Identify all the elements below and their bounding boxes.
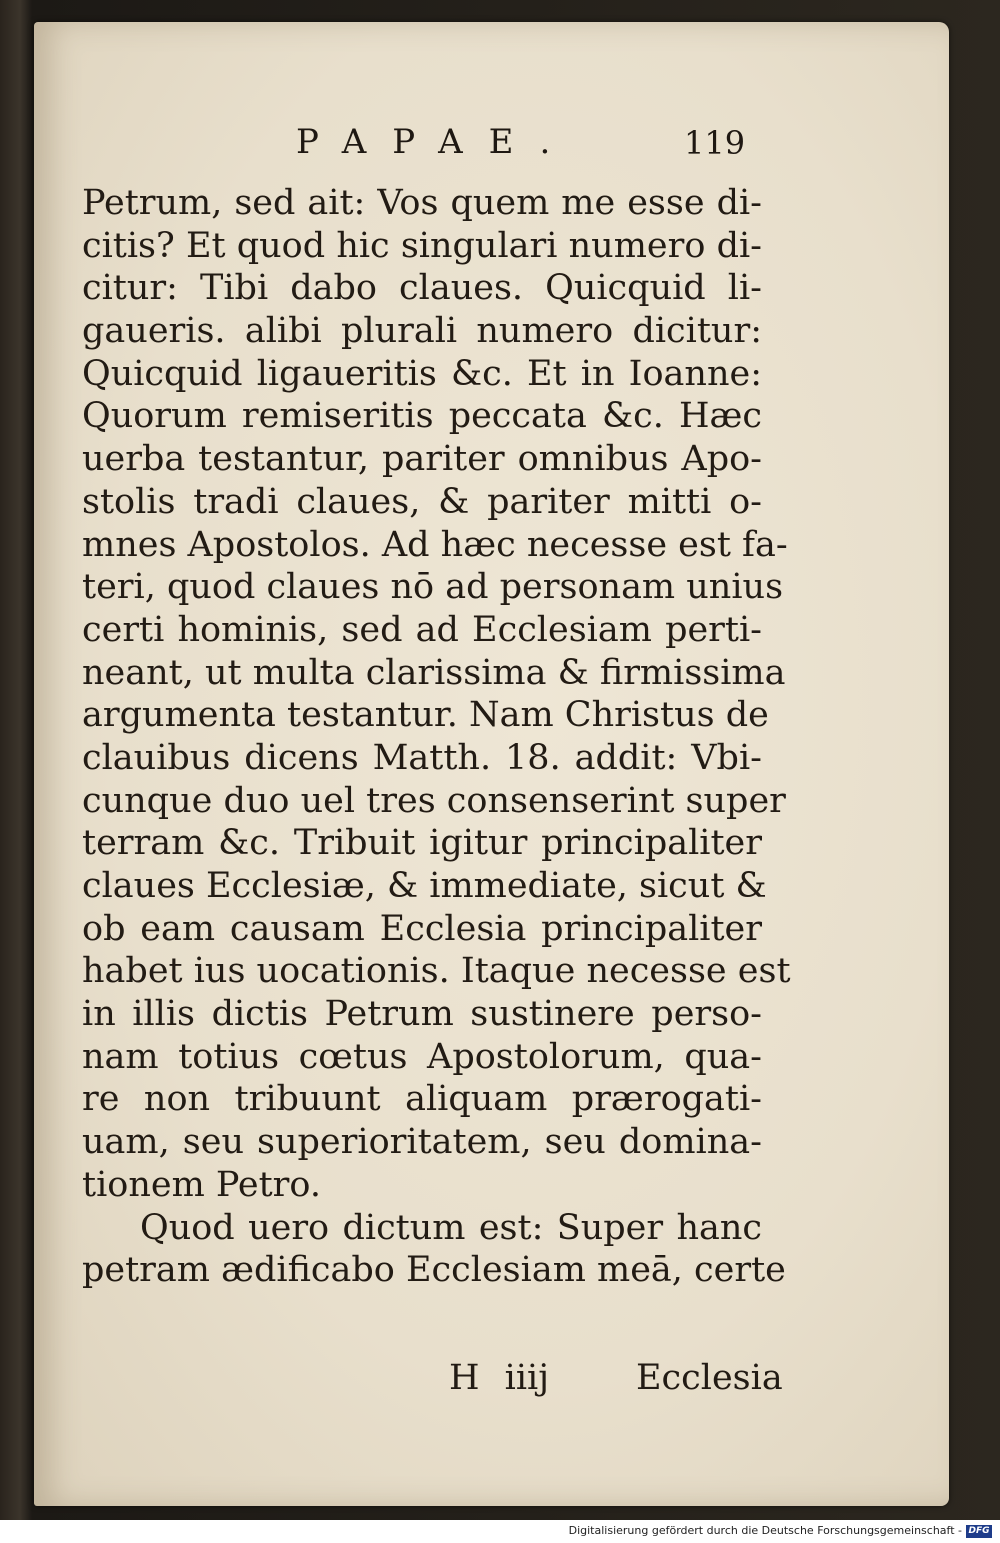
text-line: terram &c. Tribuit igitur principaliter xyxy=(82,823,762,864)
text-line: Petrum, sed ait: Vos quem me esse di- xyxy=(82,183,762,223)
catchword: Ecclesia xyxy=(636,1358,783,1398)
text-line: mnes Apostolos. Ad hæc necesse est fa- xyxy=(82,524,788,565)
signature-mark: H iiij xyxy=(449,1358,550,1398)
text-line: clauibus dicens Matth. 18. addit: Vbi- xyxy=(82,737,762,778)
text-line: re non tribuunt aliquam prærogati- xyxy=(82,1079,762,1120)
text-line: certi hominis, sed ad Ecclesiam perti- xyxy=(82,609,762,650)
text-line: tionem Petro. xyxy=(82,1164,321,1205)
catch-line xyxy=(34,1358,949,1402)
book-page xyxy=(34,22,949,1506)
text-line: Quorum remiseritis peccata &c. Hæc xyxy=(82,396,762,437)
body-text xyxy=(82,182,791,1292)
dfg-logo: DFG xyxy=(966,1525,992,1538)
text-line: uam, seu superioritatem, seu domina- xyxy=(82,1122,762,1163)
text-line: neant, ut multa clarissima & firmissima xyxy=(82,652,786,693)
running-head xyxy=(34,122,949,172)
text-line: ob eam causam Ecclesia principaliter xyxy=(82,908,762,949)
text-line: gaueris. alibi plurali numero dicitur: xyxy=(82,311,762,352)
text-line: cunque duo uel tres consenserint super xyxy=(82,780,786,821)
text-line: habet ius uocationis. Itaque necesse est xyxy=(82,951,791,992)
text-line: claues Ecclesiæ, & immediate, sicut & xyxy=(82,866,767,906)
text-line: stolis tradi claues, & pariter mitti o- xyxy=(82,481,762,522)
page-number: 119 xyxy=(684,124,746,162)
text-line: Quod uero dictum est: Super hanc xyxy=(140,1207,762,1248)
text-line: in illis dictis Petrum sustinere perso- xyxy=(82,994,762,1035)
text-line: argumenta testantur. Nam Christus de xyxy=(82,695,769,736)
text-line: teri, quod claues nō ad personam unius xyxy=(82,567,784,608)
text-line: citis? Et quod hic singulari numero di- xyxy=(82,225,762,266)
text-line: uerba testantur, pariter omnibus Apo- xyxy=(82,439,762,480)
text-line: citur: Tibi dabo claues. Quicquid li- xyxy=(82,268,762,309)
funding-credit: Digitalisierung gefördert durch die Deutsche Forschungsgemeinschaft - xyxy=(568,1524,962,1537)
text-line: nam totius cœtus Apostolorum, qua- xyxy=(82,1036,762,1077)
running-head-title: PAPAE. xyxy=(296,122,577,162)
footer-bar xyxy=(0,1520,1000,1543)
text-line: petram ædificabo Ecclesiam meā, certe xyxy=(82,1250,786,1291)
text-line: Quicquid ligaueritis &c. Et in Ioanne: xyxy=(82,353,762,394)
